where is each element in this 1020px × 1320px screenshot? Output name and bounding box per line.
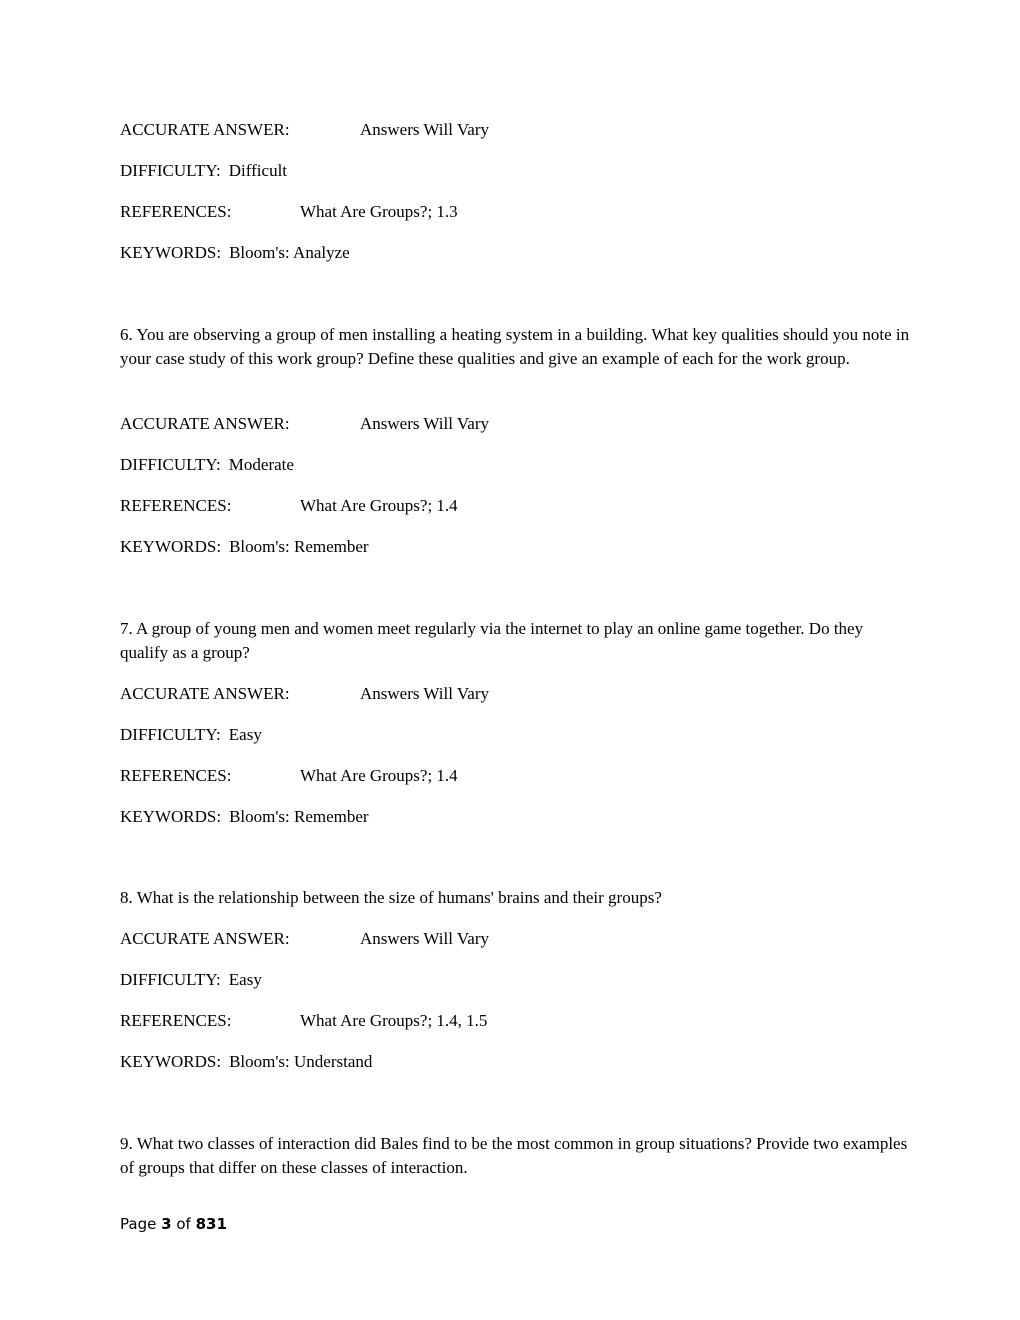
answer-value: Answers Will Vary — [360, 120, 490, 139]
keywords-value: Bloom's: Remember — [229, 537, 369, 556]
references-label: REFERENCES: — [120, 202, 232, 221]
answer-value: Answers Will Vary — [360, 414, 490, 433]
answer-label: ACCURATE ANSWER: — [120, 929, 290, 948]
answer-line — [120, 929, 490, 949]
difficulty-line — [120, 725, 262, 745]
answer-line — [120, 414, 490, 434]
keywords-line — [120, 537, 369, 557]
keywords-line — [120, 807, 369, 827]
answer-label: ACCURATE ANSWER: — [120, 684, 290, 703]
references-value: What Are Groups?; 1.3 — [300, 202, 458, 221]
answer-value: Answers Will Vary — [360, 684, 490, 703]
question-9-text: 9. What two classes of interaction did Bales find to be the most common in group situations? Provide two examples of groups that differ on these classes of interaction. — [120, 1134, 908, 1177]
difficulty-line — [120, 970, 262, 990]
keywords-value: Bloom's: Analyze — [229, 243, 350, 262]
answer-line — [120, 684, 490, 704]
answer-label: ACCURATE ANSWER: — [120, 120, 290, 139]
keywords-label: KEYWORDS: — [120, 243, 222, 262]
answer-value: Answers Will Vary — [360, 929, 490, 948]
keywords-value: Bloom's: Understand — [229, 1052, 373, 1071]
difficulty-label: DIFFICULTY: — [120, 161, 221, 180]
answer-label: ACCURATE ANSWER: — [120, 414, 290, 433]
keywords-line — [120, 1052, 372, 1072]
difficulty-label: DIFFICULTY: — [120, 970, 221, 989]
difficulty-line — [120, 161, 287, 181]
of-word: of — [176, 1215, 191, 1233]
references-line — [120, 496, 458, 516]
references-label: REFERENCES: — [120, 766, 232, 785]
answer-line — [120, 120, 490, 140]
question-7-text: 7. A group of young men and women meet regularly via the internet to play an online game together. Do they qualify as a group? — [120, 619, 864, 662]
difficulty-value: Easy — [228, 725, 262, 744]
references-value: What Are Groups?; 1.4 — [300, 766, 458, 785]
references-value: What Are Groups?; 1.4, 1.5 — [300, 1011, 488, 1030]
references-line — [120, 202, 458, 222]
difficulty-value: Moderate — [228, 455, 294, 474]
total-pages: 831 — [195, 1215, 227, 1233]
references-line — [120, 766, 458, 786]
current-page-number: 3 — [161, 1215, 172, 1233]
difficulty-value: Difficult — [228, 161, 288, 180]
keywords-label: KEYWORDS: — [120, 807, 222, 826]
question-8-text: 8. What is the relationship between the size of humans' brains and their groups? — [120, 888, 662, 907]
keywords-line — [120, 243, 350, 263]
references-value: What Are Groups?; 1.4 — [300, 496, 458, 515]
page-word: Page — [120, 1215, 157, 1233]
difficulty-label: DIFFICULTY: — [120, 725, 221, 744]
keywords-value: Bloom's: Remember — [229, 807, 369, 826]
difficulty-value: Easy — [228, 970, 262, 989]
keywords-label: KEYWORDS: — [120, 537, 222, 556]
question-6-text: 6. You are observing a group of men installing a heating system in a building. What key qualities should you note in your case study of this work group? Define these qualities and give an example of each for the work group. — [120, 325, 910, 368]
difficulty-line — [120, 455, 294, 475]
references-line — [120, 1011, 488, 1031]
difficulty-label: DIFFICULTY: — [120, 455, 221, 474]
references-label: REFERENCES: — [120, 1011, 232, 1030]
references-label: REFERENCES: — [120, 496, 232, 515]
page-number-footer — [120, 1215, 227, 1233]
keywords-label: KEYWORDS: — [120, 1052, 222, 1071]
